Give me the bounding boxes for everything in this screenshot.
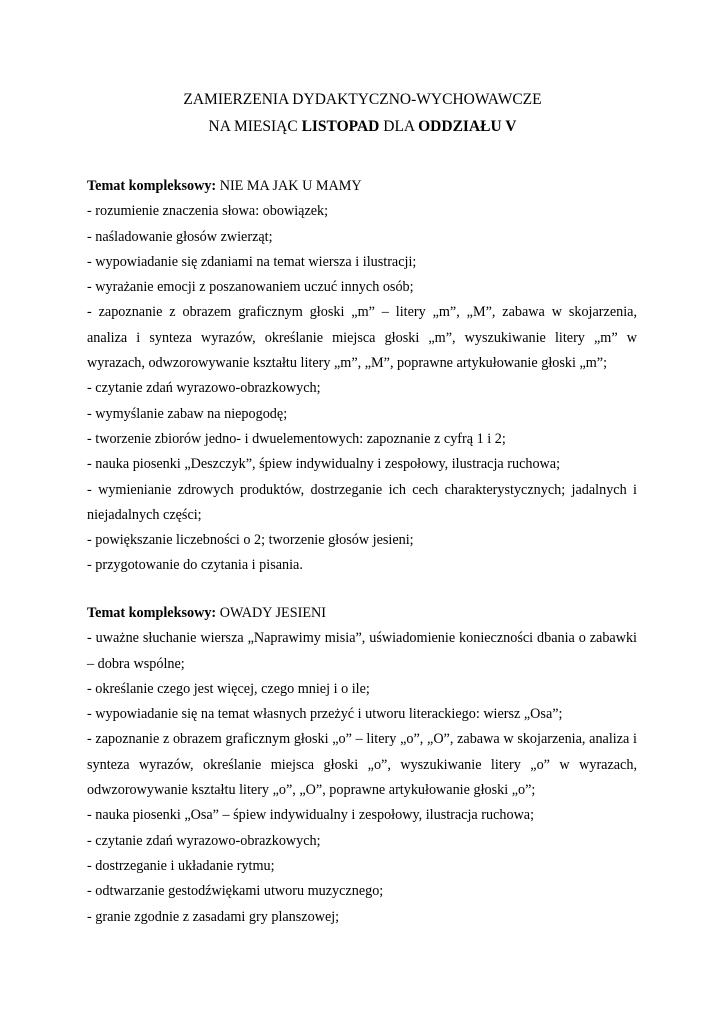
section-topic: NIE MA JAK U MAMY [216,178,362,194]
list-item: - granie zgodnie z zasadami gry planszowej; [87,908,340,925]
list-item: - wypowiadanie się na temat własnych przeżyć i utworu literackiego: wiersz „Osa”; [87,706,563,723]
section-topic: OWADY JESIENI [216,605,326,621]
list-item: - czytanie zdań wyrazowo-obrazkowych; [87,832,321,849]
section-nie-ma-jak-u-mamy [87,174,637,579]
title-line-2-mid: DLA [379,118,419,135]
list-item: - wymienianie zdrowych produktów, dostrzeganie ich cech charakterystycznych; jadalnych i niejadalnych części; [87,481,637,523]
title-line-2 [0,113,725,140]
list-item: - przygotowanie do czytania i pisania. [87,557,303,574]
list-item: - czytanie zdań wyrazowo-obrazkowych; [87,380,321,397]
list-item: - tworzenie zbiorów jedno- i dwuelementowych: zapoznanie z cyfrą 1 i 2; [87,430,506,447]
title-line-1: ZAMIERZENIA DYDAKTYCZNO-WYCHOWAWCZE [183,91,542,108]
list-item: - nauka piosenki „Deszczyk”, śpiew indywidualny i zespołowy, ilustracja ruchowa; [87,456,561,473]
list-item: - dostrzeganie i układanie rytmu; [87,857,275,874]
list-item: - powiększanie liczebności o 2; tworzenie głosów jesieni; [87,532,414,549]
list-item: - uważne słuchanie wiersza „Naprawimy misia”, uświadomienie konieczności dbania o zabawki – dobra wspólne; [87,630,637,672]
list-item: - określanie czego jest więcej, czego mniej i o ile; [87,680,370,697]
title-month: LISTOPAD [301,118,380,135]
list-item: - zapoznanie z obrazem graficznym głoski „o” – litery „o”, „O”, zabawa w skojarzenia, analiza i synteza wyrazów, określanie miejsca głoski „o”, wyszukiwanie litery „o” w wyrazach, odwzorowywanie kształtu litery „o”, „O”, poprawne artykułowanie głoski „o”; [87,731,637,799]
list-item: - wypowiadanie się zdaniami na temat wiersza i ilustracji; [87,253,417,270]
section-heading [87,601,637,626]
list-item: - wymyślanie zabaw na niepogodę; [87,405,288,422]
section-owady-jesieni [87,601,637,930]
title-line-2-pre: NA MIESIĄC [208,118,302,135]
title-group: ODDZIAŁU V [418,118,517,135]
list-item: - wyrażanie emocji z poszanowaniem uczuć innych osób; [87,279,414,296]
list-item: - rozumienie znaczenia słowa: obowiązek; [87,203,329,220]
list-item: - zapoznanie z obrazem graficznym głoski „m” – litery „m”, „M”, zabawa w skojarzenia, analiza i synteza wyrazów, określanie miejsca głoski „m”, wyszukiwanie litery „m” w wyrazach, odwzorowywanie kształtu litery „m”, „M”, poprawne artykułowanie głoski „m”; [87,304,637,372]
section-heading [87,174,637,199]
list-item: - nauka piosenki „Osa” – śpiew indywidualny i zespołowy, ilustracja ruchowa; [87,807,535,824]
document-title [0,86,725,140]
list-item: - odtwarzanie gestodźwiękami utworu muzycznego; [87,883,384,900]
list-item: - naśladowanie głosów zwierząt; [87,228,273,245]
section-label: Temat kompleksowy: [87,178,217,194]
section-label: Temat kompleksowy: [87,605,217,621]
